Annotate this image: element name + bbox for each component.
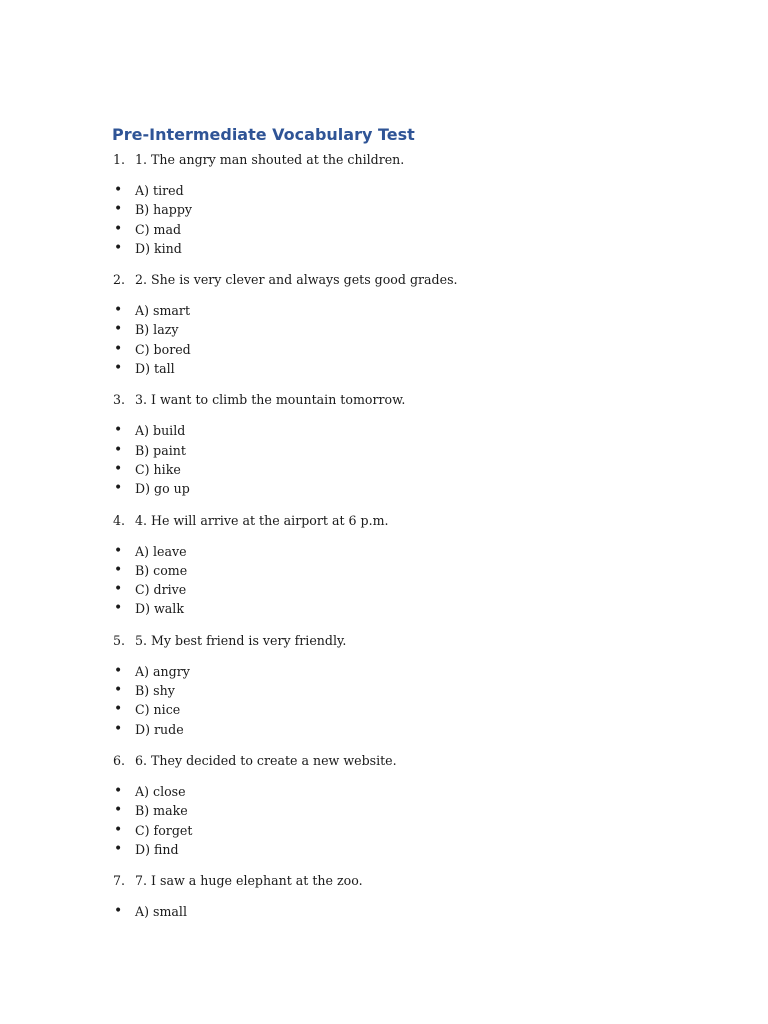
question-text: 7. I saw a huge elephant at the zoo. (135, 873, 363, 889)
answer-option-text: A) close (135, 783, 186, 799)
answer-option (112, 542, 672, 561)
answer-option (112, 320, 672, 339)
answer-option-text: D) tall (135, 361, 175, 377)
answer-option (112, 782, 672, 801)
question-line (112, 631, 672, 650)
answer-option (112, 181, 672, 200)
answer-option (112, 441, 672, 460)
answer-option (112, 580, 672, 599)
bullet-icon: • (114, 542, 123, 559)
answer-option-text: D) kind (135, 240, 182, 256)
answer-option-text: C) bored (135, 341, 191, 357)
question-text: 2. She is very clever and always gets good grades. (135, 272, 458, 288)
question-7 (112, 871, 672, 921)
question-line (112, 511, 672, 530)
document-page (112, 124, 672, 933)
answer-option (112, 700, 672, 719)
question-text: 6. They decided to create a new website. (135, 752, 397, 768)
question-line (112, 150, 672, 169)
answer-option-text: C) forget (135, 822, 193, 838)
answer-option (112, 301, 672, 320)
answer-option (112, 662, 672, 681)
bullet-icon: • (114, 321, 123, 338)
question-text: 3. I want to climb the mountain tomorrow. (135, 392, 406, 408)
bullet-icon: • (114, 720, 123, 737)
answer-option-text: C) hike (135, 461, 181, 477)
answer-option-text: A) tired (135, 183, 184, 198)
answer-option-text: D) find (135, 841, 179, 857)
question-text: 4. He will arrive at the airport at 6 p.m. (135, 512, 389, 528)
answer-option-text: D) walk (135, 601, 184, 617)
bullet-icon: • (114, 600, 123, 617)
question-line (112, 390, 672, 409)
question-text: 1. The angry man shouted at the children. (135, 152, 405, 167)
bullet-icon: • (114, 441, 123, 458)
question-4 (112, 511, 672, 619)
answer-option (112, 902, 672, 921)
answer-options (112, 782, 672, 859)
bullet-icon: • (114, 821, 123, 838)
answer-option (112, 720, 672, 739)
answer-option (112, 561, 672, 580)
answer-option (112, 599, 672, 618)
question-5 (112, 631, 672, 739)
answer-option (112, 239, 672, 258)
bullet-icon: • (114, 782, 123, 799)
answer-option-text: A) build (135, 423, 186, 439)
question-line (112, 751, 672, 770)
answer-options (112, 902, 672, 921)
answer-option (112, 460, 672, 479)
answer-option-text: A) small (135, 904, 187, 920)
answer-option (112, 421, 672, 440)
answer-options (112, 542, 672, 619)
answer-options (112, 181, 672, 258)
question-number: 5. (113, 632, 126, 648)
answer-option-text: B) make (135, 803, 188, 819)
answer-option (112, 220, 672, 239)
question-list (112, 150, 672, 921)
bullet-icon: • (114, 460, 123, 477)
answer-option-text: C) nice (135, 702, 181, 718)
answer-option-text: D) go up (135, 481, 190, 497)
question-2 (112, 270, 672, 378)
answer-option-text: B) come (135, 562, 188, 578)
question-number: 1. (113, 152, 126, 167)
bullet-icon: • (114, 340, 123, 357)
question-number: 4. (113, 512, 126, 528)
answer-option-text: D) rude (135, 721, 184, 737)
bullet-icon: • (114, 220, 123, 237)
question-1 (112, 150, 672, 258)
answer-option-text: B) lazy (135, 322, 179, 338)
bullet-icon: • (114, 840, 123, 857)
bullet-icon: • (114, 903, 123, 920)
question-line (112, 871, 672, 890)
answer-options (112, 421, 672, 498)
question-line (112, 270, 672, 289)
answer-option-text: B) paint (135, 442, 186, 458)
bullet-icon: • (114, 422, 123, 439)
bullet-icon: • (114, 561, 123, 578)
question-number: 2. (113, 272, 126, 288)
answer-option (112, 359, 672, 378)
bullet-icon: • (114, 480, 123, 497)
question-6 (112, 751, 672, 859)
answer-option-text: B) shy (135, 683, 175, 699)
answer-option-text: C) drive (135, 582, 187, 598)
answer-option-text: B) happy (135, 202, 193, 218)
question-number: 3. (113, 392, 126, 408)
bullet-icon: • (114, 182, 123, 198)
bullet-icon: • (114, 239, 123, 256)
answer-option-text: A) smart (135, 303, 191, 319)
answer-option (112, 200, 672, 219)
answer-option (112, 681, 672, 700)
answer-option-text: A) angry (135, 663, 190, 679)
answer-option (112, 340, 672, 359)
bullet-icon: • (114, 302, 123, 319)
answer-options (112, 662, 672, 739)
document-title: Pre-Intermediate Vocabulary Test (112, 125, 415, 144)
bullet-icon: • (114, 662, 123, 679)
answer-option (112, 479, 672, 498)
answer-option (112, 821, 672, 840)
answer-option (112, 801, 672, 820)
question-text: 5. My best friend is very friendly. (135, 632, 347, 648)
answer-options (112, 301, 672, 378)
question-number: 7. (113, 873, 126, 889)
bullet-icon: • (114, 201, 123, 218)
bullet-icon: • (114, 581, 123, 598)
bullet-icon: • (114, 701, 123, 718)
answer-option-text: A) leave (135, 543, 187, 559)
answer-option (112, 840, 672, 859)
bullet-icon: • (114, 682, 123, 699)
answer-option-text: C) mad (135, 221, 182, 237)
question-3 (112, 390, 672, 498)
question-number: 6. (113, 752, 126, 768)
bullet-icon: • (114, 360, 123, 377)
bullet-icon: • (114, 802, 123, 819)
